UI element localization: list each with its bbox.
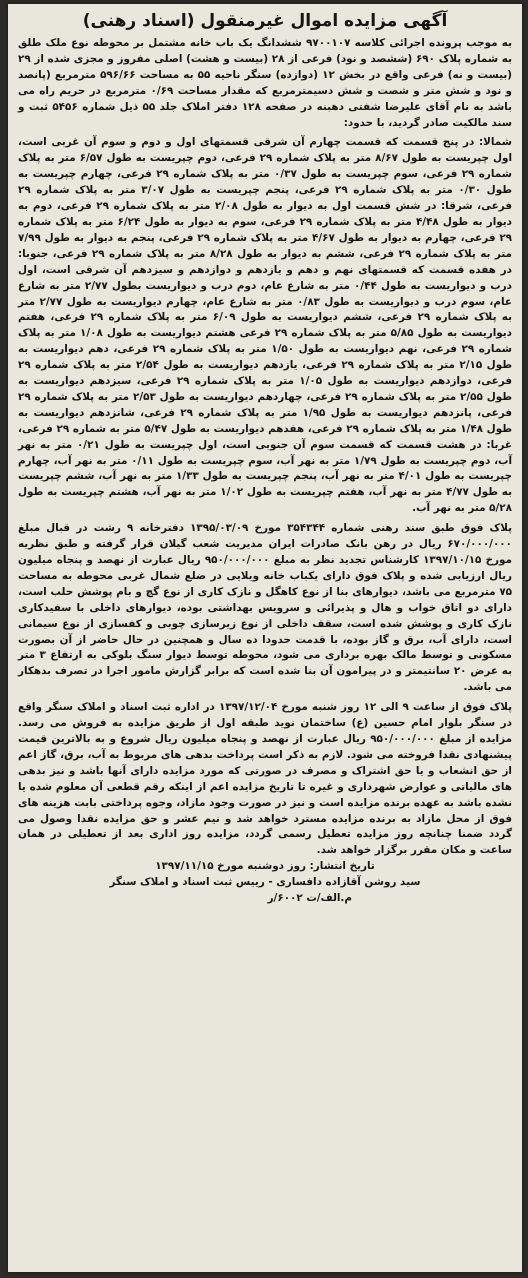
notice-title: آگهی مزایده اموال غیرمنقول (اسناد رهنی) bbox=[82, 11, 448, 31]
auction-terms-paragraph: پلاک فوق از ساعت ۹ الی ۱۲ روز شنبه مورخ ۱۳۹۷/۱۲/۰۴ در اداره ثبت اسناد و املاک سنگر واقع در سنگر بلوار امام حسین (ع) ساختمان نوید طبقه اول از طریق مزایده به فروش می رسد. مزایده از مبلغ ۹۵۰/۰۰۰/۰۰۰ ریال عبارت از نهصد و پنجاه میلیون ریال شروع و به بالاترین قیمت پیشنهادی نقدا فروخته می شود. لازم به ذکر است پرداخت بدهی های مربوط به آب، برق، گاز اعم از حق انشعاب و یا حق اشتراک و مصرف در صورتی که مورد مزایده دارای آنها باشد و نیز بدهی های مالیاتی و عوارض شهرداری و غیره تا تاریخ مزایده اعم از اینکه رقم قطعی آن معلوم شده یا نشده باشد به عهده برنده مزایده است و نیز در صورت وجود مازاد، وجوه پرداختی بابت هزینه های فوق از محل مازاد به برنده مزایده مسترد خواهد شد و نیم عشر و حق مزایده نقدا وصول می گردد ضمنا چنانچه روز مزایده تعطیل رسمی گردد، مزایده روز اداری بعد از تعطیلی در همان ساعت و مکان مقرر برگزار خواهد شد. bbox=[18, 701, 513, 857]
reference-number: م.الف/ت ۶۰۰۲/ر bbox=[267, 892, 352, 905]
property-description-paragraph: به موجب پرونده اجرائی کلاسه ۹۷۰۰۱۰۷ ششدانگ یک باب خانه مشتمل بر محوطه نوع ملک طلق به شماره پلاک ۶۹۰ (ششصد و نود) فرعی از ۲۸ (بیست و هشت) اصلی مفروز و مجزی شده از ۲۹ (بیست و نه) فرعی واقع در بخش ۱۲ (دوازده) سنگر ناحیه ۵۵ به مساحت ۵۹۶/۶۶ مترمربع (پانصد و نود و شش متر و شصت و شش دسیمترمربع که مقدار مساحت ۰/۶۹ مترمربع در حریم راه می باشد به نام آقای علیرضا شفتی دهبنه در صفحه ۱۲۸ دفتر املاک جلد ۵۵ ذیل شماره ۵۴۵۶ ثبت و سند مالکیت صادر گردید، با حدود: bbox=[18, 37, 512, 129]
notice-sheet bbox=[8, 4, 522, 1272]
publish-date: تاریخ انتشار: روز دوشنبه مورخ ۱۳۹۷/۱۱/۱۵ bbox=[155, 860, 375, 873]
boundaries-paragraph: شمالا: در پنج قسمت که قسمت چهارم آن شرقی قسمتهای اول و دوم و سوم آن غربی است، اول چپریست به طول ۸/۶۷ متر به پلاک شماره ۲۹ فرعی، دوم چپریست به طول ۶/۵۷ متر به پلاک شماره ۲۹ فرعی، سوم چپریست به طول ۰/۳۷ متر به پلاک شماره ۲۹ فرعی، چهارم چپریست به طول ۰/۳۰ متر به پلاک شماره ۲۹ فرعی، پنجم چپریست به طول ۳/۰۷ متر به پلاک شماره ۲۹ فرعی، شرقا: در شش قسمت اول به دیوار به طول ۲/۰۸ متر به پلاک شماره ۲۹ فرعی، دوم به دیوار به طول ۴/۴۸ متر به پلاک شماره ۲۹ فرعی، سوم به دیوار به طول ۶/۲۴ متر به پلاک شماره ۲۹ فرعی، چهارم به دیوار به طول ۴/۶۷ متر به پلاک شماره ۲۹ فرعی، پنجم به دیوار به طول ۷/۹۹ متر به پلاک شماره ۲۹ فرعی، ششم به دیوار به طول ۸/۲۸ متر به پلاک شماره ۲۹ فرعی، جنوبا: در هفده قسمت که قسمتهای نهم و دهم و یازدهم و دوازدهم و سیزدهم آن شرقی است، اول درب و دیواریست به طول ۰/۴۴ متر به شارع عام، دوم درب و دیواریست بطول ۲/۷۷ متر به شارع عام، سوم درب و دیواریست به طول ۰/۸۳ متر به شارع عام، چهارم دیواریست به طول ۲/۷۷ متر به پلاک شماره ۲۹ فرعی، ششم دیواریست به طول ۶/۰۹ متر به پلاک شماره ۲۹ فرعی، هفتم دیواریست به طول ۵/۸۵ متر به پلاک شماره ۲۹ فرعی هشتم دیواریست به طول ۱/۰۸ متر به پلاک شماره ۲۹ فرعی، نهم دیواریست به طول ۱/۵۰ متر به پلاک شماره ۲۹ فرعی، دهم دیواریست به طول ۲/۱۵ متر به پلاک شماره ۲۹ فرعی، یازدهم دیواریست به طول ۲/۵۴ متر به پلاک شماره ۲۹ فرعی، دوازدهم دیواریست به طول ۱/۰۵ متر به پلاک شماره ۲۹ فرعی، سیزدهم دیواریست به طول ۲/۵۵ متر به پلاک شماره ۲۹ فرعی، چهاردهم دیواریست به طول ۲/۵۳ متر به پلاک شماره ۲۹ فرعی، پانزدهم دیواریست به طول ۱/۹۵ متر به پلاک شماره ۲۹ فرعی، شانزدهم دیواریست به طول ۱/۴۸ متر به پلاک شماره ۲۹ فرعی، هفدهم دیواریست به طول ۵/۴۷ متر به شماره ۲۹ فرعی، غربا: در هشت قسمت که قسمت سوم آن جنوبی است، اول چپریست به طول ۰/۲۱ متر به نهر آب، دوم چپریست به طول ۱/۷۹ متر به نهر آب، سوم چپریست به طول ۰/۱۱ متر به نهر آب، چهارم چپریست به طول ۴/۰۱ متر به نهر آب، پنجم چپریست به طول ۱/۳۳ متر به نهر آب، ششم چپریست به طول ۴/۷۷ متر به نهر آب، هفتم چپریست به طول ۱/۰۲ متر به نهر آب، هشتم چپریست به طول ۵/۲۸ متر به نهر آب. bbox=[18, 136, 513, 515]
mortgage-appraisal-paragraph: پلاک فوق طبق سند رهنی شماره ۳۵۴۳۴۴ مورخ ۱۳۹۵/۰۳/۰۹ دفترخانه ۹ رشت در قبال مبلغ ۶۷۰/۰۰۰/۰۰۰ ریال در رهن بانک صادرات ایران مدیریت شعب گیلان قرار گرفته و طبق نظریه مورخ ۱۳۹۷/۱۰/۱۵ کارشناس تجدید نظر به مبلغ ۹۵۰/۰۰۰/۰۰۰ ریال عبارت از نهصد و پنجاه میلیون ریال ارزیابی شده و پلاک فوق دارای یکباب خانه ویلایی در ضلع شمال غربی محوطه به مساحت ۷۵ مترمربع می باشد، دیوارهای بنا از نوع کاهگل و نازک کاری از نوع گچ و بام پوشش حلب است، دارای دو اتاق خواب و هال و پذیرائی و سرویس بهداشتی بوده، دیوارهای داخلی با سفیدکاری نازک کاری و پوشش شده است، سقف داخلی از نوع زیرسازی چوبی و کفسازی از نوع سیمانی است، دارای آب، برق و گاز بوده، با قدمت حدودا ده سال و همچنین در حال حاضر از آن بصورت مسکونی و توسط مالک بهره برداری می شود، محوطه توسط دیوار سنگ بلوکی به ارتفاع ۳ متر به عرض ۲۰ سانتیمتر و در پیرامون آن بنا شده است که برابر گزارش مامور اجرا در تصرف بدهکار می باشد. bbox=[18, 522, 512, 694]
notice-footer bbox=[18, 859, 512, 907]
signature-line: سید روشن آقازاده دافساری - رییس ثبت اسناد و املاک سنگر bbox=[109, 876, 421, 889]
